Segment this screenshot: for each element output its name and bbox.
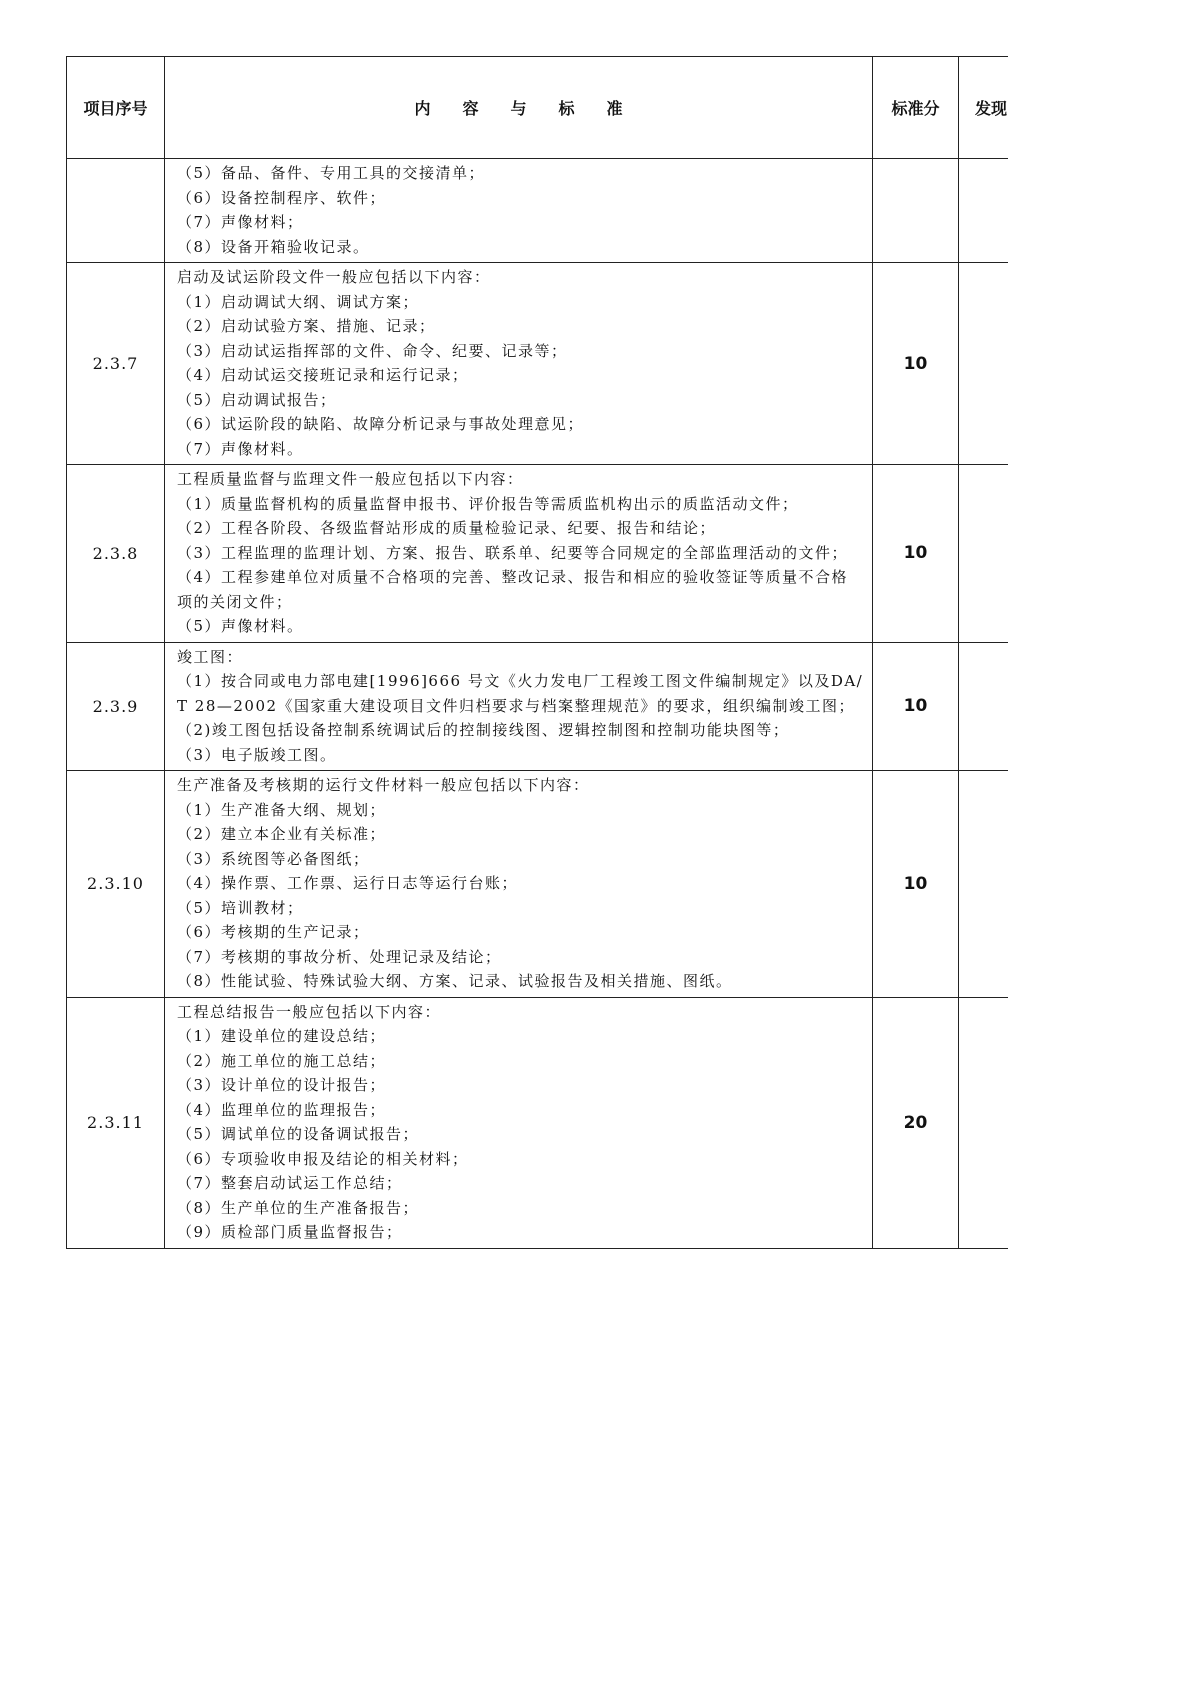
row-findings <box>959 771 1009 998</box>
content-line: （4）监理单位的监理报告； <box>177 1100 387 1119</box>
row-item-number: 2.3.7 <box>67 263 165 465</box>
content-line: （5）调试单位的设备调试报告； <box>177 1125 420 1143</box>
content-line: （4）工程参建单位对质量不合格项的完善、整改记录、报告和相应的验收签证等质量不合格项的关闭文件； <box>177 568 849 611</box>
row-findings <box>959 159 1009 263</box>
content-line: （1）按合同或电力部电建[1996]666 号文《火力发电厂工程竣工图文件编制规定》以及DA/T 28—2002《国家重大建设项目文件归档要求与档案整理规范》的要求，组织编制竣工图； <box>177 672 864 715</box>
content-line: （5）备品、备件、专用工具的交接清单； <box>177 164 486 182</box>
content-line: （1）生产准备大纲、规划； <box>177 800 387 819</box>
row-content <box>165 159 873 263</box>
content-line: （5）培训教材； <box>177 898 304 917</box>
content-line: 生产准备及考核期的运行文件材料一般应包括以下内容： <box>177 776 590 794</box>
content-line: （4）启动试运交接班记录和运行记录； <box>177 366 469 384</box>
content-line: 启动及试运阶段文件一般应包括以下内容： <box>177 268 491 286</box>
row-item-number: 2.3.10 <box>67 771 165 998</box>
content-line: （5）声像材料。 <box>177 617 304 635</box>
content-line: （6）考核期的生产记录； <box>177 923 370 941</box>
row-standard-score: 10 <box>873 771 959 998</box>
row-content <box>165 642 873 771</box>
content-line: （2）施工单位的施工总结； <box>177 1051 387 1070</box>
content-line: （9）质检部门质量监督报告； <box>177 1223 403 1241</box>
row-standard-score: 10 <box>873 642 959 771</box>
table-row <box>67 997 1009 1248</box>
table-row <box>67 465 1009 643</box>
row-findings <box>959 263 1009 465</box>
content-line: （4）操作票、工作票、运行日志等运行台账； <box>177 874 519 892</box>
row-item-number: 2.3.11 <box>67 997 165 1248</box>
header-item-number: 项目序号 <box>67 57 165 159</box>
content-line: （7）声像材料； <box>177 213 304 231</box>
table-header-row <box>67 57 1009 159</box>
content-line: （8）设备开箱验收记录。 <box>177 237 370 256</box>
header-content-standard: 内容与标准 <box>165 57 873 159</box>
content-line: （3）设计单位的设计报告； <box>177 1076 387 1094</box>
row-content <box>165 771 873 998</box>
content-line: （6）试运阶段的缺陷、故障分析记录与事故处理意见； <box>177 415 585 433</box>
content-line: （7）考核期的事故分析、处理记录及结论； <box>177 947 502 966</box>
content-line: 工程质量监督与监理文件一般应包括以下内容： <box>177 470 524 488</box>
standards-table <box>66 56 1008 1249</box>
content-line: （7）整套启动试运工作总结； <box>177 1174 403 1192</box>
row-findings <box>959 642 1009 771</box>
standards-table-viewport <box>66 56 1008 1249</box>
content-line: （7）声像材料。 <box>177 439 304 458</box>
content-line: （8）性能试验、特殊试验大纲、方案、记录、试验报告及相关措施、图纸。 <box>177 972 733 990</box>
content-line: 工程总结报告一般应包括以下内容： <box>177 1002 442 1021</box>
table-row <box>67 159 1009 263</box>
content-line: （5）启动调试报告； <box>177 390 337 409</box>
header-findings: 发现 <box>959 57 1009 159</box>
row-content <box>165 263 873 465</box>
content-line: （3）启动试运指挥部的文件、命令、纪要、记录等； <box>177 341 568 360</box>
row-findings <box>959 997 1009 1248</box>
content-line: （3）工程监理的监理计划、方案、报告、联系单、纪要等合同规定的全部监理活动的文件； <box>177 543 849 562</box>
content-line: （2）启动试验方案、措施、记录； <box>177 317 436 335</box>
content-line: （6）设备控制程序、软件； <box>177 188 387 207</box>
row-standard-score <box>873 159 959 263</box>
row-content <box>165 465 873 643</box>
table-row <box>67 263 1009 465</box>
row-standard-score: 20 <box>873 997 959 1248</box>
row-findings <box>959 465 1009 643</box>
row-item-number <box>67 159 165 263</box>
header-standard-score: 标准分 <box>873 57 959 159</box>
row-standard-score: 10 <box>873 263 959 465</box>
row-item-number: 2.3.8 <box>67 465 165 643</box>
content-line: （2)竣工图包括设备控制系统调试后的控制接线图、逻辑控制图和控制功能块图等； <box>177 721 790 739</box>
table-row <box>67 642 1009 771</box>
content-line: （1）建设单位的建设总结； <box>177 1027 387 1045</box>
row-standard-score: 10 <box>873 465 959 643</box>
content-line: （2）建立本企业有关标准； <box>177 825 387 843</box>
content-line: （8）生产单位的生产准备报告； <box>177 1198 420 1217</box>
row-content <box>165 997 873 1248</box>
content-line: （2）工程各阶段、各级监督站形成的质量检验记录、纪要、报告和结论； <box>177 519 717 537</box>
content-line: （1）质量监督机构的质量监督申报书、评价报告等需质监机构出示的质监活动文件； <box>177 494 799 513</box>
row-item-number: 2.3.9 <box>67 642 165 771</box>
content-line: （1）启动调试大纲、调试方案； <box>177 292 420 311</box>
content-line: （3）电子版竣工图。 <box>177 745 337 764</box>
content-line: 竣工图： <box>177 647 244 666</box>
content-line: （6）专项验收申报及结论的相关材料； <box>177 1149 469 1168</box>
content-line: （3）系统图等必备图纸； <box>177 849 370 868</box>
table-row <box>67 771 1009 998</box>
